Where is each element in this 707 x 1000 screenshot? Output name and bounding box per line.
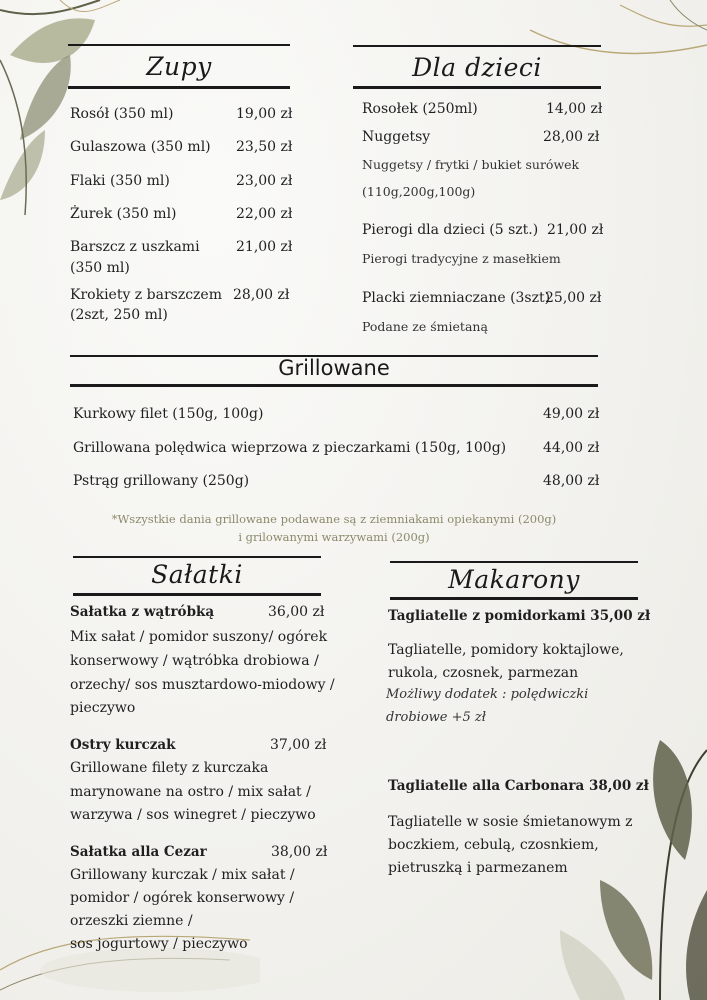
menu-item-description: Tagliatelle w sosie śmietanowym z	[388, 814, 633, 830]
menu-item-price: 28,00 zł	[543, 129, 600, 145]
menu-item-description: marynowane na ostro / mix sałat /	[70, 784, 311, 800]
menu-item-price: 25,00 zł	[545, 290, 602, 306]
menu-item-description: Pierogi tradycyjne z masełkiem	[362, 251, 561, 266]
menu-item-description: konserwowy / wątróbka drobiowa /	[70, 653, 319, 669]
grill-note-line1: *Wszystkie dania grillowane podawane są z ziemniakami opiekanymi (200g)	[111, 512, 557, 526]
zupy-bottom-rule	[68, 86, 290, 89]
menu-item-name: Placki ziemniaczane (3szt)	[362, 290, 551, 306]
menu-item-description: sos jogurtowy / pieczywo	[70, 936, 248, 952]
menu-item-description: rukola, czosnek, parmezan	[388, 665, 579, 681]
menu-item-description: Grillowany kurczak / mix sałat /	[70, 867, 295, 883]
menu-item-name: Barszcz z uszkami	[70, 239, 200, 255]
menu-item-name: Grillowana polędwica wieprzowa z pieczarkami (150g, 100g)	[73, 440, 507, 456]
makarony-top-rule	[390, 561, 638, 563]
zupy-top-rule	[68, 44, 290, 46]
menu-item-name: Nuggetsy	[362, 129, 431, 145]
menu-item-price: 21,00 zł	[547, 222, 604, 238]
menu-item-price: 23,50 zł	[236, 139, 293, 155]
menu-item-name: Pierogi dla dzieci (5 szt.)	[362, 222, 539, 238]
menu-item-description: orzechy/ sos musztardowo-miodowy /	[70, 677, 335, 693]
menu-item-name: Gulaszowa (350 ml)	[70, 139, 211, 155]
salatki-top-rule	[73, 556, 321, 558]
menu-item-description: pomidor / ogórek konserwowy /	[70, 890, 295, 906]
menu-item-description: (110g,200g,100g)	[362, 184, 476, 199]
menu-item-price: 23,00 zł	[236, 173, 293, 189]
menu-item-price: 36,00 zł	[268, 604, 325, 620]
menu-item-description: warzywa / sos winegret / pieczywo	[70, 807, 316, 823]
menu-item-extra: Możliwy dodatek : polędwiczki	[386, 687, 589, 702]
menu-item-price: 21,00 zł	[236, 239, 293, 255]
menu-item-description: pietruszką i parmezanem	[388, 860, 568, 876]
salatki-bottom-rule	[73, 593, 321, 596]
menu-item-name: Pstrąg grillowany (250g)	[73, 473, 250, 489]
makarony-title: Makarony	[448, 565, 580, 594]
menu-item-name: Ostry kurczak	[70, 737, 176, 753]
menu-item-description: Tagliatelle, pomidory koktajlowe,	[388, 642, 624, 658]
menu-item-price: 38,00 zł	[271, 844, 328, 860]
menu-item-description: Mix sałat / pomidor suszony/ ogórek	[70, 629, 328, 645]
salatki-title: Sałatki	[151, 560, 243, 589]
menu-item-name: Żurek (350 ml)	[70, 206, 177, 222]
menu-item-description: boczkiem, cebulą, czosnkiem,	[388, 837, 599, 853]
menu-item-name: Sałatka z wątróbką	[70, 604, 215, 620]
makarony-bottom-rule	[390, 597, 638, 600]
grill-note-line2: i grilowanymi warzywami (200g)	[238, 530, 430, 544]
menu-item-name: Krokiety z barszczem	[70, 287, 222, 303]
menu-item-price: 37,00 zł	[270, 737, 327, 753]
menu-item-price: 44,00 zł	[543, 440, 600, 456]
menu-item-description: orzeszki ziemne /	[70, 913, 193, 929]
menu-item-name: Tagliatelle alla Carbonara 38,00 zł	[388, 778, 649, 794]
grill-title: Grillowane	[278, 356, 390, 380]
dzieci-title: Dla dzieci	[412, 53, 542, 82]
menu-item-price: 49,00 zł	[543, 406, 600, 422]
menu-item-name: Sałatka alla Cezar	[70, 844, 207, 860]
menu-item-name: Kurkowy filet (150g, 100g)	[73, 406, 264, 422]
menu-item-description: Nuggetsy / frytki / bukiet surówek	[362, 157, 580, 172]
menu-item-name: Rosołek (250ml)	[362, 101, 478, 117]
menu-item-name: Tagliatelle z pomidorkami 35,00 zł	[388, 608, 651, 624]
menu-item-price: 14,00 zł	[546, 101, 603, 117]
dzieci-bottom-rule	[353, 86, 601, 89]
menu-item-name-line2: (350 ml)	[70, 260, 130, 276]
menu-item-price: 48,00 zł	[543, 473, 600, 489]
menu-item-name: Rosół (350 ml)	[70, 106, 174, 122]
menu-item-description: Podane ze śmietaną	[362, 319, 488, 334]
dzieci-top-rule	[353, 45, 601, 47]
menu-item-extra: drobiowe +5 zł	[386, 710, 486, 725]
menu-item-name-line2: (2szt, 250 ml)	[70, 307, 168, 323]
menu-item-description: pieczywo	[70, 700, 136, 716]
menu-item-description: Grillowane filety z kurczaka	[70, 760, 269, 776]
zupy-title: Zupy	[146, 52, 212, 81]
grill-bottom-rule	[70, 384, 598, 387]
menu-item-price: 19,00 zł	[236, 106, 293, 122]
menu-item-price: 28,00 zł	[233, 287, 290, 303]
menu-item-name: Flaki (350 ml)	[70, 173, 170, 189]
menu-item-price: 22,00 zł	[236, 206, 293, 222]
